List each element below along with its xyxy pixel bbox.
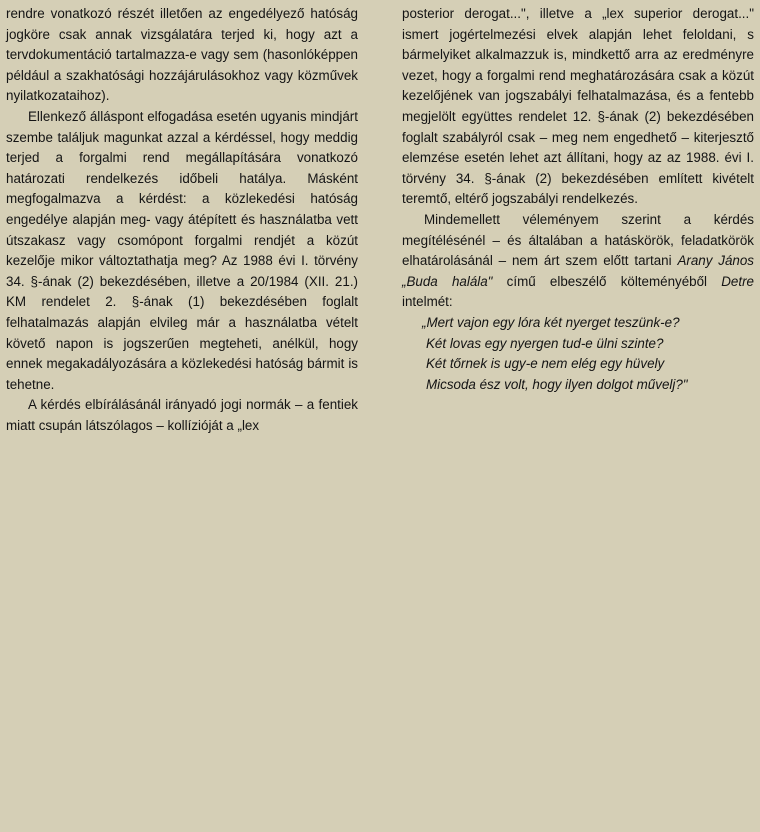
paragraph-text: című elbeszélő költeményéből	[492, 273, 722, 289]
author-reference: Arany János „Buda halála"	[402, 253, 755, 289]
poem-line-2: Két lovas egy nyergen tud-e ülni szinte?	[426, 335, 664, 351]
right-column	[402, 4, 754, 395]
paragraph-text: Mindemellett véleményem szerint a kérdés megítélésénél – és általában a hatáskörök, feladatkörök elhatárolásánál – nem árt szem előtt tartani	[402, 211, 754, 269]
paragraph-text: intelmét:	[402, 294, 453, 310]
left-column	[6, 4, 358, 436]
character-reference: Detre	[721, 273, 754, 289]
right-paragraph-1: posterior derogat...", illetve a „lex superior derogat..." ismert jogértelmezési elvek alapján lehet feloldani, s bármelyiket alkalmazzuk is, mindkettő arra az eredményre vezet, hogy a forgalmi rend meghatározására csak a közút kezelőjének van jogszabályi felhatalmazása, és a fentebb megjelölt együttes rendelet 12. §-ának (2) bekezdésében foglalt szabályról csak – meg nem engedhető – kiterjesztő elemzése esetén lehet azt állítani, hogy az az 1988. évi I. törvény 34. §-ának (2) bekezdésében említett kivételt teremtő, eltérő jogszabályi rendelkezés.	[402, 6, 754, 207]
poem-line-4: Micsoda ész volt, hogy ilyen dolgot művelj?"	[426, 376, 688, 392]
left-paragraph-3: A kérdés elbírálásánál irányadó jogi normák – a fentiek miatt csupán látszólagos – kollízióját a „lex	[6, 397, 358, 433]
poem-quote	[402, 313, 754, 395]
poem-line-3: Két tőrnek is ugy-e nem elég egy hüvely	[426, 356, 665, 372]
left-paragraph-2: Ellenkező álláspont elfogadása esetén ugyanis mindjárt szembe találjuk magunkat azzal a kérdéssel, hogy meddig terjed a forgalmi rend megállapítására vonatkozó határozati rendelkezés időbeli hatálya. Másként megfogalmazva a kérdést: a közlekedési hatóság engedélye alapján meg- vagy átépített és használatba vett útszakasz vagy csomópont forgalmi rendjét a közút kezelője mikor változtathatja meg? Az 1988 évi I. törvény 34. §-ának (2) bekezdésében, illetve a 20/1984 (XII. 21.) KM rendelet 2. §-ának (1) bekezdésében foglalt felhatalmazás alapján elvileg már a használatba vételt követő napon is jogszerűen megteheti, anélkül, hogy ennek megakadályozására a közlekedési hatóság bármit is tehetne.	[6, 108, 358, 392]
left-paragraph-1: rendre vonatkozó részét illetően az engedélyező hatóság jogköre csak annak vizsgálatára terjed ki, hogy azt a tervdokumentáció tartalmazza-e vagy sem (hasonlóképpen például a szakhatósági hozzájárulásokhoz vagy közművek nyilatkozataihoz).	[6, 6, 358, 104]
right-paragraph-2	[402, 210, 754, 313]
poem-line-1: „Mert vajon egy lóra két nyerget teszünk-e?	[422, 314, 680, 330]
